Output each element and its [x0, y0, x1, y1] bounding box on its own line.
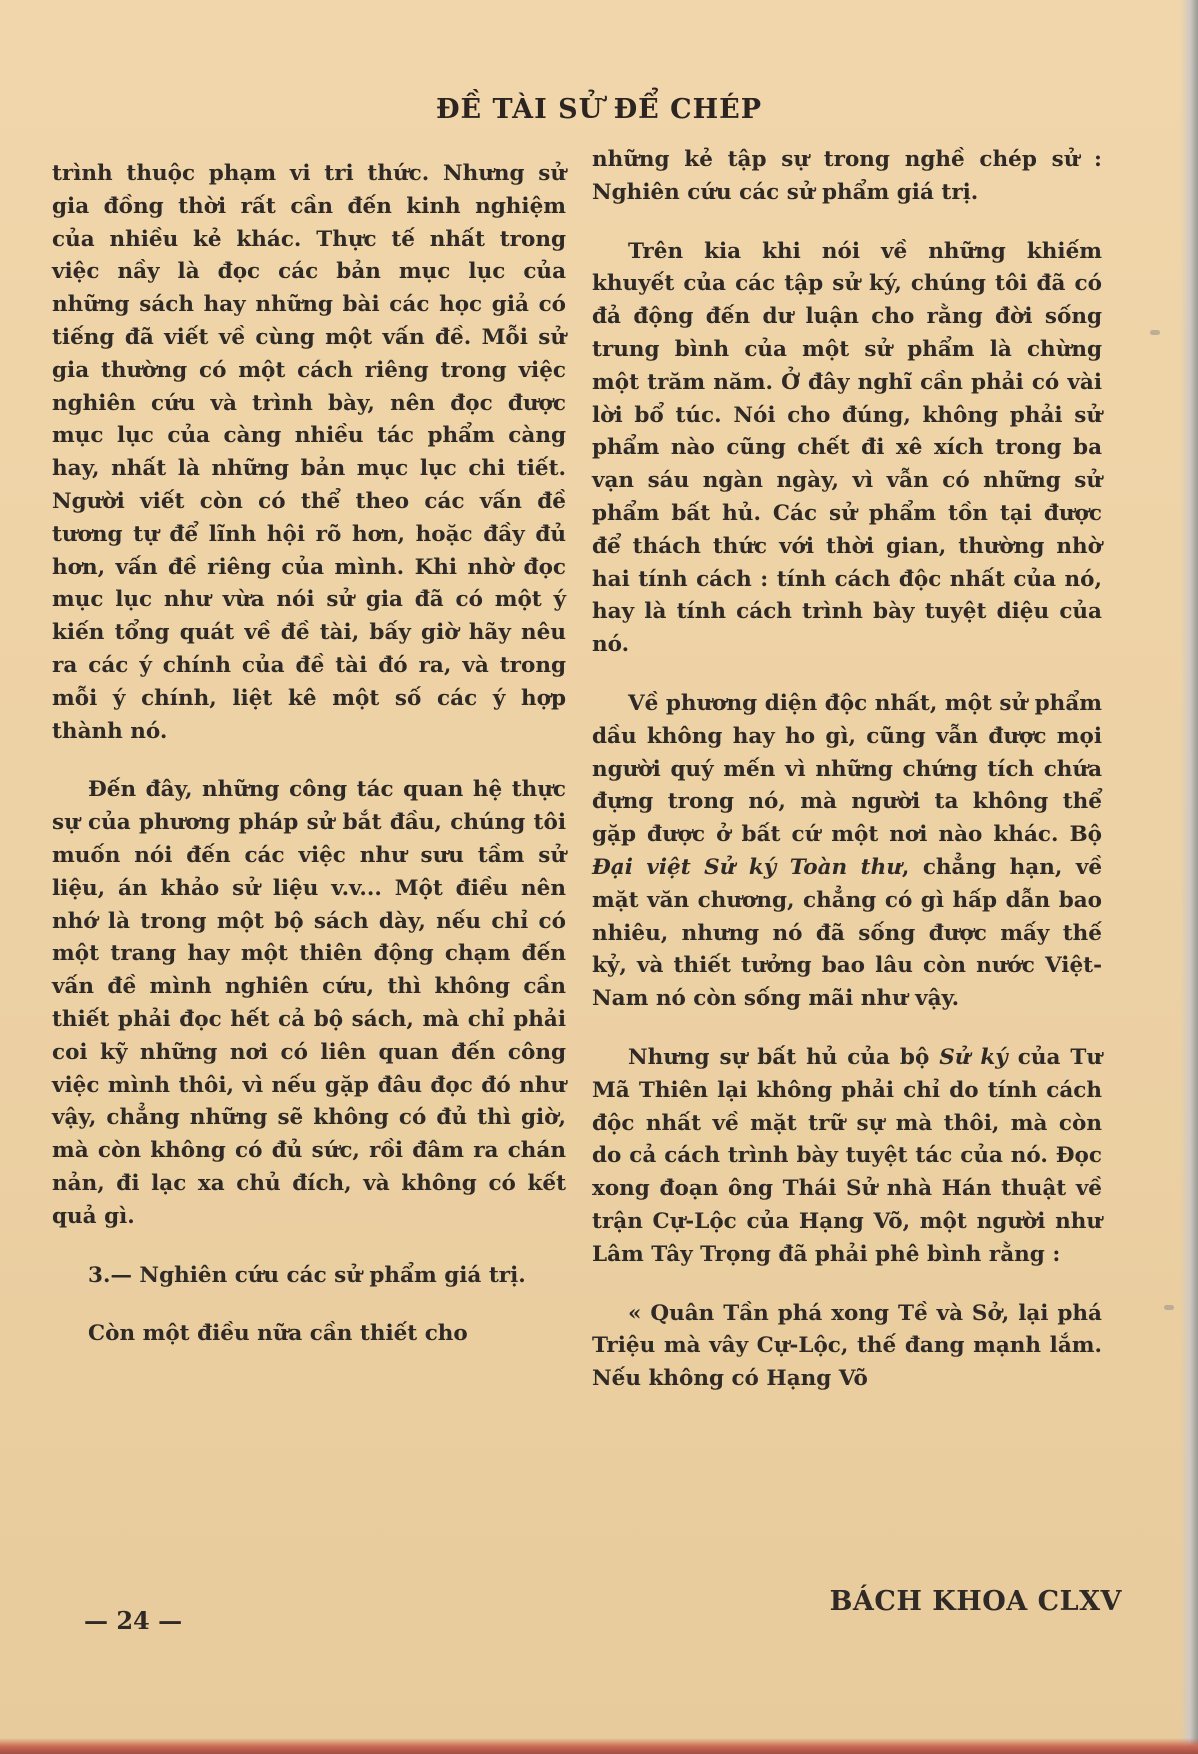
paragraph [592, 688, 1102, 1016]
paragraph-text: Về phương diện độc nhất, một sử phẩm dầu không hay ho gì, cũng vẫn được mọi người quý mến vì những chứng tích chứa đựng trong nó, mà người ta không thể gặp được ở bất cứ một nơi nào khác. Bộ [592, 690, 1102, 848]
left-column [52, 158, 566, 1351]
quotation: « Quân Tần phá xong Tề và Sở, lại phá Triệu mà vây Cự-Lộc, thế đang mạnh lắm. Nếu không có Hạng Võ [592, 1300, 1102, 1392]
page-bottom-edge [0, 1738, 1198, 1754]
running-header: ĐỀ TÀI SỬ ĐỂ CHÉP [435, 94, 763, 125]
book-title: Đại việt Sử ký Toàn thư [592, 854, 902, 880]
book-title: Sử ký [939, 1044, 1008, 1070]
paragraph-text: , chẳng hạn, về mặt văn chương, chẳng có gì hấp dẫn bao nhiêu, nhưng nó đã sống được mấy thế kỷ, và thiết tưởng bao lâu còn nước Việt-Nam nó còn sống mãi như vậy. [592, 854, 1102, 1012]
right-column [592, 144, 1102, 1396]
paragraph: Trên kia khi nói về những khiếm khuyết của các tập sử ký, chúng tôi đã có đả động đến dư luận cho rằng đời sống trung bình của một sử phẩm là chừng một trăm năm. Ở đây nghĩ cần phải có vài lời bổ túc. Nói cho đúng, không phải sử phẩm nào cũng chết đi xê xích trong ba vạn sáu ngàn ngày, vì vẫn có những sử phẩm bất hủ. Các sử phẩm tồn tại được để thách thức với thời gian, thường nhờ hai tính cách : tính cách độc nhất của nó, hay là tính cách trình bày tuyệt diệu của nó. [592, 238, 1102, 658]
paragraph: Còn một điều nữa cần thiết cho [88, 1321, 468, 1347]
paragraph: Đến đây, những công tác quan hệ thực sự của phương pháp sử bắt đầu, chúng tôi muốn nói đến các việc như sưu tầm sử liệu, án khảo sử liệu v.v... Một điều nên nhớ là trong một bộ sách dày, nếu chỉ có một trang hay một thiên động chạm đến vấn đề mình nghiên cứu, thì không cần thiết phải đọc hết cả bộ sách, mà chỉ phải coi kỹ những nơi có liên quan đến công việc mình thôi, vì nếu gặp đâu đọc đó như vậy, chẳng những sẽ không có đủ thì giờ, mà còn không có đủ sức, rồi đâm ra chán nản, đi lạc xa chủ đích, và không có kết quả gì. [52, 777, 566, 1229]
paragraph [592, 1042, 1102, 1272]
paragraph: những kẻ tập sự trong nghề chép sử : Nghiên cứu các sử phẩm giá trị. [592, 147, 1102, 205]
paragraph-text: của Tư Mã Thiên lại không phải chỉ do tính cách độc nhất về mặt trữ sự mà thôi, mà còn do cả cách trình bày tuyệt tác của nó. Đọc xong đoạn ông Thái Sử nhà Hán thuật về trận Cự-Lộc của Hạng Võ, một người như Lâm Tây Trọng đã phải phê bình rằng : [592, 1044, 1102, 1267]
paper-speck [1164, 1305, 1174, 1310]
paper-speck [1150, 330, 1160, 335]
page-number: — 24 — [84, 1606, 183, 1635]
page-edge [1180, 0, 1198, 1754]
publication-footer: BÁCH KHOA CLXV [829, 1586, 1122, 1617]
paragraph: trình thuộc phạm vi tri thức. Nhưng sử gia đồng thời rất cần đến kinh nghiệm của nhiều kẻ khác. Thực tế nhất trong việc nầy là đọc các bản mục lục của những sách hay những bài các học giả có tiếng đã viết về cùng một vấn đề. Mỗi sử gia thường có một cách riêng trong việc nghiên cứu và trình bày, nên đọc được mục lục của càng nhiều tác phẩm càng hay, nhất là những bản mục lục chi tiết. Người viết còn có thể theo các vấn đề tương tự để lĩnh hội rõ hơn, hoặc đầy đủ hơn, vấn đề riêng của mình. Khi nhờ đọc mục lục như vừa nói sử gia đã có một ý kiến tổng quát về đề tài, bấy giờ hãy nêu ra các ý chính của đề tài đó ra, và trong mỗi ý chính, liệt kê một số các ý hợp thành nó. [52, 161, 566, 744]
paragraph-text: Nhưng sự bất hủ của bộ [628, 1044, 940, 1070]
section-heading: 3.— Nghiên cứu các sử phẩm giá trị. [88, 1262, 526, 1288]
